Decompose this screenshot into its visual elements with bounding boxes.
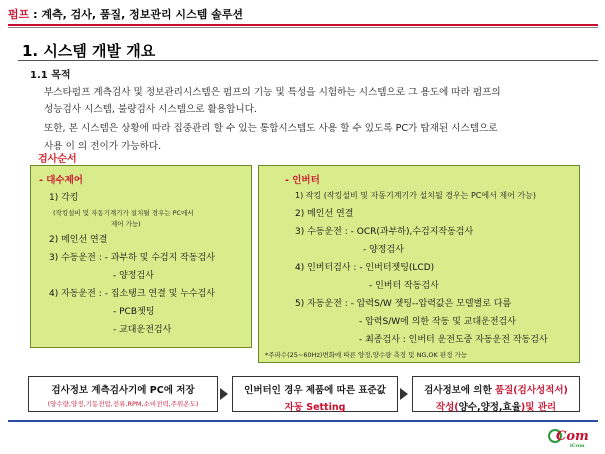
- page-title: 1. 시스템 개발 개요: [22, 42, 156, 60]
- inverter-box: [258, 165, 580, 363]
- flow-step-standard-title: 인버터인 경우 제품에 따른 표준값: [244, 385, 386, 396]
- flow-step-quality-red: 품질(검사성적서): [494, 385, 568, 396]
- right-step-1-text: 1) 작킹 (작킹설비 및 자동기계기가 설치될 경우는 PC에서 제어 가능): [295, 191, 536, 200]
- title-divider: [18, 60, 598, 61]
- left-step-4-sub-1: - PCB젯팅: [113, 307, 155, 317]
- header-divider-red: [8, 24, 598, 26]
- flow-step-quality-line-1: [413, 382, 579, 396]
- flow-step-quality: [412, 376, 580, 412]
- frequency-note: *주파수(25~60Hz)변화에 따른 양정,양수량 측정 및 NG,OK 판정 가능: [265, 351, 468, 359]
- right-step-1: [295, 190, 536, 201]
- left-step-3: 3) 수동운전 : - 과부하 및 수검지 작동검사: [49, 253, 215, 263]
- flow-step-quality-black: 양수,양정,효율: [458, 402, 521, 413]
- purpose-paragraph-line-3: 또한, 본 시스템은 상황에 따라 집중관리 할 수 있는 통합시스템도 사용 할 수 있도록 PC가 탑재된 시스템으로: [44, 123, 498, 134]
- flow-step-quality-prefix: 검사정보에 의한: [424, 385, 495, 396]
- slide-header: [8, 6, 598, 26]
- right-step-5-sub-2: - 최종검사 : 인버터 운전도중 자동운전 작동검사: [359, 335, 548, 345]
- flow-step-store-detail: (양수량,양정,기동전압,전류,RPM,소비전력,주위온도): [47, 400, 199, 408]
- count-control-box: [30, 165, 252, 348]
- right-step-4: 4) 인버터검사 : - 인버터젯팅(LCD): [295, 263, 435, 273]
- right-step-3-sub: - 양정검사: [363, 245, 404, 255]
- flow-step-quality-red-b: )및 관리: [520, 402, 557, 413]
- right-step-5-sub-1: - 압력S/W에 의한 작동 및 교대운전검사: [359, 317, 516, 327]
- purpose-paragraph-line-1: 부스타펌프 계측검사 및 정보관리시스템은 펌프의 기능 및 특성을 시험하는 시스템으로 그 용도에 따라 펌프의: [44, 87, 501, 98]
- right-step-3: 3) 수동운전 : - OCR(과부하),수검지작동검사: [295, 227, 474, 237]
- header-divider-gray: [8, 27, 598, 28]
- left-step-1-note: (작킹설비 및 자동기계기가 설치될 경우는 PC에서: [53, 209, 194, 217]
- flow-step-store: [28, 376, 218, 412]
- flow-step-quality-line-2: [413, 399, 579, 413]
- header-pump: 펌프: [8, 8, 30, 21]
- left-step-1-note-2: 제어 가능): [111, 220, 141, 228]
- purpose-paragraph-line-2: 성능검사 시스템, 불량검사 시스템으로 활용합니다.: [44, 104, 257, 115]
- flow-step-quality-red-a: 작성(: [435, 402, 459, 413]
- icom-logo: [548, 428, 600, 450]
- left-step-4-sub-2: - 교대운전검사: [113, 325, 172, 335]
- inspection-order-label: 검사순서: [38, 154, 77, 165]
- right-step-4-sub: - 인버터 작동검사: [369, 281, 439, 291]
- left-step-3-sub: - 양정검사: [113, 271, 154, 281]
- flow-arrow-right-icon: [400, 388, 408, 400]
- flow-step-store-title: 검사정보 계측검사기에 PC에 저장: [51, 385, 195, 396]
- logo-word: Com: [556, 429, 589, 444]
- purpose-paragraph-line-4: 사용 이 의 전이가 가능하다.: [44, 141, 162, 152]
- left-step-2: 2) 메인선 연결: [49, 235, 108, 245]
- header-subtitle: : 계측, 검사, 품질, 정보관리 시스템 솔루션: [29, 8, 244, 21]
- logo-tag: iCom: [570, 443, 585, 449]
- left-step-1: 1) 각킹: [49, 193, 79, 203]
- section-subhead: 1.1 목적: [30, 70, 71, 81]
- right-step-5: 5) 자동운전 : - 압력S/W 젯팅--압력값은 모델별로 다름: [295, 299, 512, 309]
- footer-divider: [8, 420, 598, 422]
- flow-step-standard: [232, 376, 398, 412]
- flow-step-standard-setting: 자동 Setting: [284, 402, 346, 413]
- flow-arrow-right-icon: [220, 388, 228, 400]
- count-control-heading: - 대수제어: [39, 175, 83, 186]
- left-step-4: 4) 자동운전 : - 집소탱크 연결 및 누수검사: [49, 289, 215, 299]
- inverter-heading: - 인버터: [285, 175, 320, 186]
- right-step-2: 2) 메인선 연결: [295, 209, 354, 219]
